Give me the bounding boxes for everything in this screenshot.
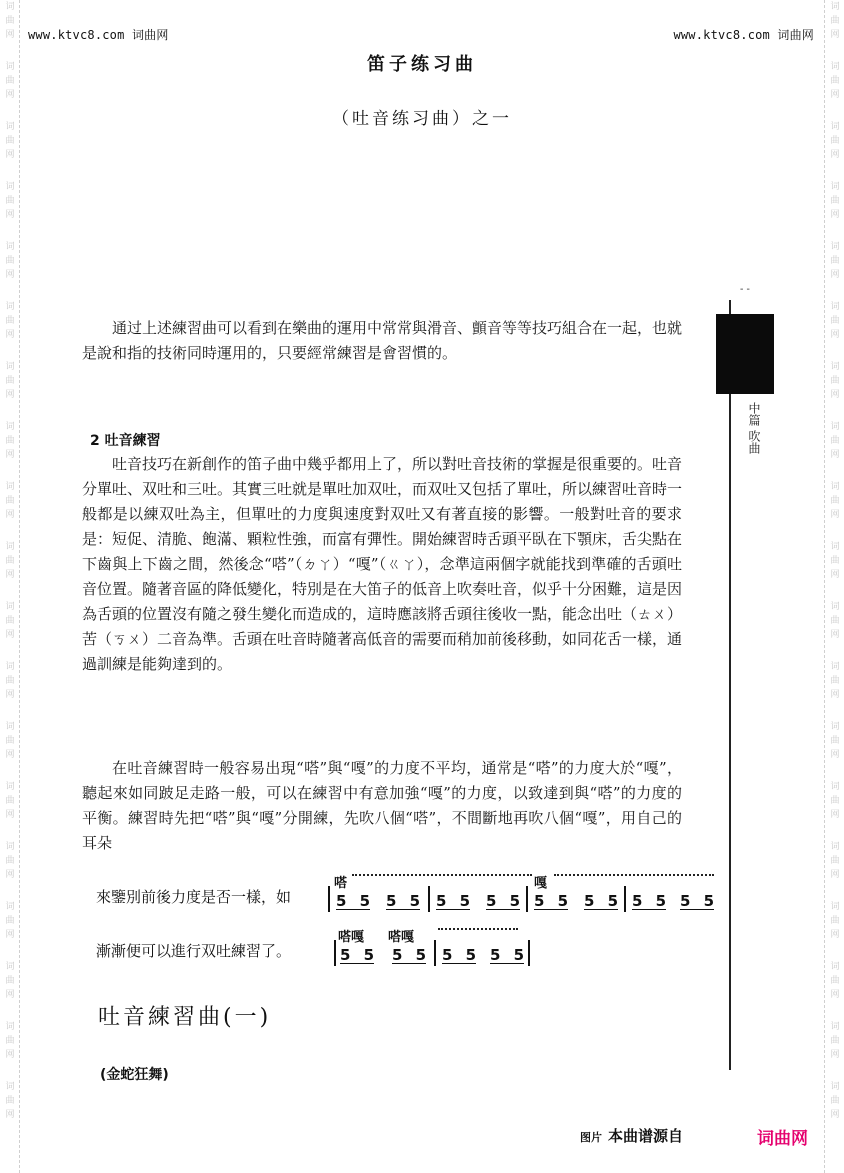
watermark-glyph: 词 bbox=[5, 842, 15, 852]
watermark-glyph: 词 bbox=[830, 842, 840, 852]
watermark-gap bbox=[825, 942, 844, 960]
watermark-glyph: 曲 bbox=[830, 196, 840, 206]
watermark-glyph: 词 bbox=[5, 122, 15, 132]
notation-example-2 bbox=[334, 926, 534, 970]
watermark-glyph: 词 bbox=[5, 2, 15, 12]
watermark-glyph: 网 bbox=[830, 930, 840, 940]
watermark-gap bbox=[0, 342, 19, 360]
watermark-glyph: 曲 bbox=[5, 676, 15, 686]
top-left-watermark: www.ktvc8.com 词曲网 bbox=[28, 28, 169, 42]
watermark-gap bbox=[0, 162, 19, 180]
watermark-glyph: 曲 bbox=[5, 136, 15, 146]
watermark-glyph: 曲 bbox=[5, 316, 15, 326]
paragraph-intro: 通过上述練習曲可以看到在樂曲的運用中常常與滑音、顫音等等技巧組合在一起，也就是說和指的技術同時運用的，只要經常練習是會習慣的。 bbox=[82, 319, 682, 362]
exercise-title: 吐音練習曲(一) bbox=[98, 1005, 272, 1030]
watermark-glyph: 曲 bbox=[830, 1096, 840, 1106]
watermark-glyph: 词 bbox=[5, 482, 15, 492]
watermark-glyph: 网 bbox=[830, 90, 840, 100]
watermark-glyph: 曲 bbox=[5, 556, 15, 566]
exercise-subtitle: (金蛇狂舞) bbox=[100, 1067, 169, 1083]
watermark-gap bbox=[825, 822, 844, 840]
watermark-glyph: 曲 bbox=[5, 976, 15, 986]
watermark-glyph: 词 bbox=[5, 302, 15, 312]
watermark-glyph: 曲 bbox=[5, 796, 15, 806]
watermark-glyph: 网 bbox=[5, 810, 15, 820]
watermark-glyph: 曲 bbox=[5, 916, 15, 926]
watermark-glyph: 网 bbox=[5, 30, 15, 40]
watermark-glyph: 词 bbox=[5, 362, 15, 372]
watermark-glyph: 词 bbox=[830, 422, 840, 432]
watermark-gap bbox=[0, 882, 19, 900]
top-right-watermark: www.ktvc8.com 词曲网 bbox=[673, 28, 814, 42]
watermark-glyph: 网 bbox=[5, 750, 15, 760]
watermark-glyph: 曲 bbox=[5, 856, 15, 866]
watermark-gap bbox=[825, 1062, 844, 1080]
watermark-glyph: 网 bbox=[830, 990, 840, 1000]
watermark-glyph: 网 bbox=[830, 330, 840, 340]
watermark-glyph: 网 bbox=[5, 90, 15, 100]
watermark-glyph: 网 bbox=[830, 1110, 840, 1120]
watermark-glyph: 网 bbox=[5, 390, 15, 400]
watermark-glyph: 词 bbox=[830, 722, 840, 732]
watermark-glyph: 词 bbox=[5, 602, 15, 612]
watermark-glyph: 曲 bbox=[830, 436, 840, 446]
watermark-glyph: 网 bbox=[5, 210, 15, 220]
note-group: 5 5 bbox=[442, 946, 481, 964]
watermark-glyph: 曲 bbox=[830, 256, 840, 266]
watermark-glyph: 词 bbox=[830, 242, 840, 252]
notation1-lead: 來鑒別前後力度是否一樣，如 bbox=[96, 888, 292, 906]
watermark-gap bbox=[0, 582, 19, 600]
section-heading-tonguing: 2 吐音練習 bbox=[90, 433, 161, 449]
watermark-glyph: 词 bbox=[5, 662, 15, 672]
watermark-gap bbox=[0, 1002, 19, 1020]
watermark-gap bbox=[0, 702, 19, 720]
note-group: 5 5 bbox=[386, 892, 425, 910]
watermark-gap bbox=[825, 162, 844, 180]
bar-line bbox=[334, 940, 336, 966]
watermark-glyph: 曲 bbox=[5, 196, 15, 206]
watermark-glyph: 网 bbox=[5, 1110, 15, 1120]
footer-source-note bbox=[580, 1125, 683, 1146]
watermark-gap bbox=[0, 282, 19, 300]
watermark-gap bbox=[825, 702, 844, 720]
watermark-glyph: 网 bbox=[830, 150, 840, 160]
watermark-glyph: 词 bbox=[830, 182, 840, 192]
side-marks: - - bbox=[740, 284, 750, 295]
notation2-lead: 漸漸便可以進行双吐練習了。 bbox=[96, 942, 292, 960]
watermark-glyph: 词 bbox=[5, 962, 15, 972]
watermark-gap bbox=[825, 462, 844, 480]
watermark-glyph: 词 bbox=[830, 62, 840, 72]
footer-site-logo[interactable]: 词曲网 bbox=[757, 1129, 808, 1149]
watermark-gap bbox=[825, 342, 844, 360]
bar-line bbox=[428, 886, 430, 912]
bar-line bbox=[434, 940, 436, 966]
watermark-glyph: 曲 bbox=[830, 916, 840, 926]
note-group: 5 5 bbox=[680, 892, 719, 910]
watermark-glyph: 网 bbox=[5, 990, 15, 1000]
watermark-glyph: 曲 bbox=[5, 1096, 15, 1106]
watermark-glyph: 网 bbox=[830, 870, 840, 880]
dotted-line bbox=[554, 874, 714, 877]
watermark-glyph: 曲 bbox=[5, 76, 15, 86]
watermark-glyph: 曲 bbox=[830, 376, 840, 386]
watermark-glyph: 词 bbox=[5, 1082, 15, 1092]
watermark-gap bbox=[825, 762, 844, 780]
side-tab-text: 中篇 吹曲 bbox=[747, 402, 761, 454]
syllable-da: 嗒 bbox=[334, 876, 348, 891]
watermark-glyph: 曲 bbox=[5, 376, 15, 386]
watermark-glyph: 网 bbox=[830, 390, 840, 400]
watermark-glyph: 网 bbox=[5, 270, 15, 280]
watermark-glyph: 曲 bbox=[5, 436, 15, 446]
watermark-glyph: 网 bbox=[830, 1050, 840, 1060]
watermark-glyph: 曲 bbox=[830, 796, 840, 806]
watermark-glyph: 曲 bbox=[830, 136, 840, 146]
watermark-gap bbox=[0, 222, 19, 240]
watermark-gap bbox=[0, 822, 19, 840]
watermark-gap bbox=[0, 1122, 19, 1140]
watermark-glyph: 网 bbox=[5, 690, 15, 700]
watermark-glyph: 网 bbox=[5, 510, 15, 520]
bar-line bbox=[624, 886, 626, 912]
watermark-glyph: 词 bbox=[5, 902, 15, 912]
bar-line bbox=[526, 886, 528, 912]
watermark-glyph: 词 bbox=[830, 482, 840, 492]
watermark-glyph: 词 bbox=[5, 242, 15, 252]
watermark-glyph: 曲 bbox=[5, 256, 15, 266]
watermark-glyph: 词 bbox=[830, 302, 840, 312]
watermark-glyph: 词 bbox=[5, 182, 15, 192]
watermark-gap bbox=[825, 222, 844, 240]
note-group: 5 5 bbox=[336, 892, 375, 910]
watermark-glyph: 词 bbox=[830, 542, 840, 552]
watermark-gap bbox=[825, 1122, 844, 1140]
watermark-gap bbox=[0, 402, 19, 420]
watermark-gap bbox=[825, 1002, 844, 1020]
footer-note-text: 本曲谱源自 bbox=[608, 1127, 684, 1145]
watermark-glyph: 词 bbox=[830, 122, 840, 132]
notation-example-1 bbox=[328, 872, 718, 916]
dotted-line bbox=[352, 874, 532, 877]
watermark-glyph: 曲 bbox=[830, 736, 840, 746]
watermark-glyph: 词 bbox=[830, 1022, 840, 1032]
watermark-glyph: 网 bbox=[5, 450, 15, 460]
watermark-glyph: 词 bbox=[830, 2, 840, 12]
watermark-glyph: 网 bbox=[830, 270, 840, 280]
watermark-glyph: 词 bbox=[5, 1022, 15, 1032]
right-watermark-strip bbox=[824, 0, 844, 1173]
watermark-glyph: 词 bbox=[5, 782, 15, 792]
left-watermark-strip bbox=[0, 0, 20, 1173]
watermark-gap bbox=[825, 282, 844, 300]
watermark-glyph: 曲 bbox=[830, 76, 840, 86]
watermark-glyph: 词 bbox=[830, 602, 840, 612]
watermark-gap bbox=[0, 522, 19, 540]
watermark-glyph: 网 bbox=[830, 750, 840, 760]
watermark-glyph: 网 bbox=[5, 1050, 15, 1060]
watermark-gap bbox=[825, 642, 844, 660]
watermark-glyph: 曲 bbox=[5, 616, 15, 626]
note-group: 5 5 bbox=[632, 892, 671, 910]
paragraph-tonguing: 吐音技巧在新創作的笛子曲中幾乎都用上了，所以對吐音技術的掌握是很重要的。吐音分單吐、双吐和三吐。其實三吐就是單吐加双吐，而双吐又包括了單吐，所以練習吐音時一般都是以練双吐為主，但單吐的力度與速度對双吐又有著直接的影響。一般對吐音的要求是：短促、清脆、飽滿、顆粒性強，而富有彈性。開始練習時舌頭平臥在下顎床，舌尖點在下齒與上下齒之間，然後念“嗒”（ㄉㄚ）“嘎”（ㄍㄚ），念準這兩個字就能找到準確的舌頭吐音位置。隨著音區的降低變化，特別是在大笛子的低音上吹奏吐音，似乎十分困難，這是因為舌頭的位置沒有隨之發生變化而造成的，這時應該將舌頭往後收一點，能念出吐（ㄊㄨ）苦（ㄎㄨ）二音為準。舌頭在吐音時隨著高低音的需要而稍加前後移動，如同花舌一樣，通過訓練是能夠達到的。 bbox=[82, 455, 682, 673]
note-group: 5 5 bbox=[340, 946, 379, 964]
watermark-glyph: 网 bbox=[5, 150, 15, 160]
watermark-glyph: 网 bbox=[830, 30, 840, 40]
watermark-glyph: 曲 bbox=[5, 496, 15, 506]
watermark-gap bbox=[0, 1062, 19, 1080]
watermark-gap bbox=[825, 522, 844, 540]
watermark-glyph: 词 bbox=[830, 662, 840, 672]
watermark-glyph: 曲 bbox=[830, 496, 840, 506]
watermark-glyph: 词 bbox=[5, 722, 15, 732]
watermark-glyph: 网 bbox=[830, 450, 840, 460]
paragraph-practice: 在吐音練習時一般容易出現“嗒”與“嘎”的力度不平均，通常是“嗒”的力度大於“嘎”，聽起來如同跛足走路一般，可以在練習中有意加強“嘎”的力度，以致達到與“嗒”的力度的平衡。練習時先把“嗒”與“嘎”分開練，先吹八個“嗒”，不間斷地再吹八個“嘎”，用自己的耳朵 bbox=[82, 759, 682, 852]
watermark-glyph: 网 bbox=[5, 930, 15, 940]
watermark-gap bbox=[0, 942, 19, 960]
watermark-glyph: 曲 bbox=[5, 1036, 15, 1046]
watermark-gap bbox=[0, 642, 19, 660]
watermark-glyph: 词 bbox=[830, 362, 840, 372]
watermark-glyph: 网 bbox=[830, 630, 840, 640]
watermark-gap bbox=[0, 462, 19, 480]
watermark-glyph: 曲 bbox=[830, 616, 840, 626]
watermark-glyph: 词 bbox=[830, 1082, 840, 1092]
note-group: 5 5 bbox=[534, 892, 573, 910]
watermark-glyph: 词 bbox=[5, 542, 15, 552]
watermark-glyph: 曲 bbox=[5, 16, 15, 26]
watermark-glyph: 词 bbox=[830, 962, 840, 972]
watermark-glyph: 网 bbox=[830, 210, 840, 220]
watermark-glyph: 网 bbox=[5, 870, 15, 880]
watermark-glyph: 网 bbox=[830, 810, 840, 820]
bar-line bbox=[528, 940, 530, 966]
watermark-glyph: 曲 bbox=[5, 736, 15, 746]
watermark-glyph: 网 bbox=[5, 570, 15, 580]
note-group: 5 5 bbox=[490, 946, 529, 964]
watermark-gap bbox=[0, 762, 19, 780]
watermark-glyph: 网 bbox=[830, 690, 840, 700]
note-group: 5 5 bbox=[486, 892, 525, 910]
watermark-gap bbox=[825, 882, 844, 900]
watermark-gap bbox=[825, 582, 844, 600]
watermark-glyph: 曲 bbox=[830, 976, 840, 986]
syllable-da-ga: 嗒嘎 bbox=[338, 930, 365, 945]
page-title: 笛子练习曲 bbox=[367, 54, 477, 75]
watermark-glyph: 网 bbox=[830, 510, 840, 520]
watermark-glyph: 网 bbox=[5, 330, 15, 340]
note-group: 5 5 bbox=[436, 892, 475, 910]
watermark-gap bbox=[825, 402, 844, 420]
watermark-glyph: 词 bbox=[5, 62, 15, 72]
footer-note-small: 图片 bbox=[580, 1131, 602, 1144]
watermark-glyph: 曲 bbox=[830, 1036, 840, 1046]
bar-line bbox=[328, 886, 330, 912]
note-group: 5 5 bbox=[584, 892, 623, 910]
dotted-line bbox=[438, 928, 518, 931]
side-tab-block bbox=[716, 314, 774, 394]
side-rule bbox=[729, 300, 731, 1070]
page-subtitle: （吐音练习曲）之一 bbox=[332, 109, 512, 129]
syllable-da-ga: 嗒嘎 bbox=[388, 930, 415, 945]
watermark-glyph: 曲 bbox=[830, 676, 840, 686]
watermark-glyph: 词 bbox=[830, 902, 840, 912]
watermark-glyph: 曲 bbox=[830, 316, 840, 326]
watermark-glyph: 词 bbox=[5, 422, 15, 432]
watermark-glyph: 词 bbox=[830, 782, 840, 792]
syllable-ga: 嘎 bbox=[534, 876, 548, 891]
watermark-glyph: 网 bbox=[830, 570, 840, 580]
watermark-glyph: 曲 bbox=[830, 16, 840, 26]
watermark-glyph: 曲 bbox=[830, 556, 840, 566]
watermark-glyph: 网 bbox=[5, 630, 15, 640]
watermark-glyph: 曲 bbox=[830, 856, 840, 866]
note-group: 5 5 bbox=[392, 946, 431, 964]
